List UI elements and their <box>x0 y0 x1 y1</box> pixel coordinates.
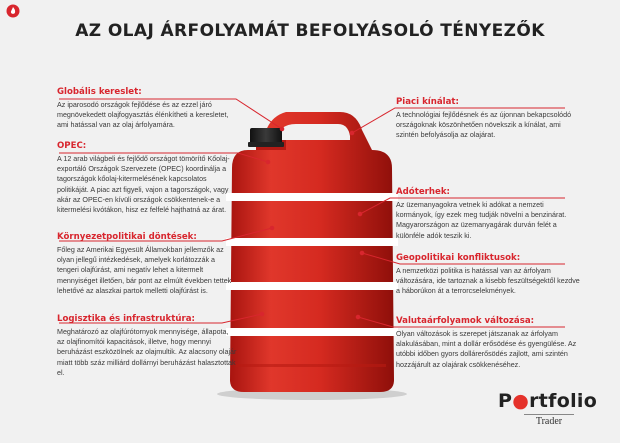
factor-body: Olyan változások is szerepet játszanak az árfolyam alakulásában, mint a dollár erősödése és gyengülése. Az utóbbi időben gyors dollárerősödés zajlott, ami szintén hozzájárult az olajárak csökkenéséhez. <box>396 330 577 369</box>
factor-market-supply <box>396 96 582 141</box>
page-title: AZ OLAJ ÁRFOLYAMÁT BEFOLYÁSOLÓ TÉNYEZŐK <box>75 21 545 41</box>
factor-taxes <box>396 186 582 241</box>
portfolio-logo-icon <box>488 390 598 430</box>
factor-body: Meghatározó az olajfúrótornyok mennyisége, állapota, az olajfinomítói kapacitások, illetve, hogy mennyi beruházást eszközölnek az olajmultik. Az alacsony olajár miatt több száz milliárd dollárnyi beruházást halasztottak el. <box>57 328 237 377</box>
factor-opec <box>57 140 237 215</box>
logo-subtitle: Trader <box>524 414 574 427</box>
factor-environmental-policy <box>57 231 237 296</box>
factor-body: A technológiai fejlődésnek és az újonnan bekapcsolódó országoknak köszönhetően növekszik a kínálat, ami szintén befolyásolja az olajárat. <box>396 111 572 140</box>
logo-name: P●rtfolio <box>498 390 598 412</box>
factor-heading: Adóterhek: <box>396 187 450 197</box>
factor-body: Főleg az Amerikai Egyesült Államokban jellemzők az olyan jellegű intézkedések, amelyek korlátozzák a tengeri olajfúrást, ami negatív lehet a kitermelt mennyiséget illetően, bár pont az elmúlt években tettek lehetővé az alaszkai partok melletti olajfúrást is. <box>57 246 232 295</box>
factor-heading: Logisztika és infrastruktúra: <box>57 314 195 324</box>
factor-global-demand <box>57 86 237 131</box>
factor-heading: Piaci kínálat: <box>396 97 459 107</box>
factor-heading: Valutaárfolyamok változása: <box>396 316 535 326</box>
factor-body: A nemzetközi politika is hatással van az árfolyam változására, ide tartoznak a kisebb feszültségektől kezdve a háborúkon át a terrorcselekmények. <box>396 267 580 296</box>
factor-currency-rates <box>396 315 582 370</box>
factor-body: A 12 arab világbeli és fejlődő országot tömörítő Kőolaj-exportáló Országok Szervezete (OPEC) koordinálja a tagországok kőolaj-kitermelésének kapcsolatos politikáját. A piac azt figyeli, vajon a tagországok, vagy akár az OPEC-en kívüli országok csökkentenek-e a kitermelési kvótákon, hisz ez felfelé hajthatná az árat. <box>57 155 230 215</box>
factor-heading: Globális kereslet: <box>57 87 142 97</box>
factor-heading: OPEC: <box>57 141 87 151</box>
factor-body: Az üzemanyagokra vetnek ki adókat a nemzeti kormányok, így ezek meg tudják növelni a benzinárat. Magyarországon az üzemanyagárak durván felét a különféle adók teszik ki. <box>396 201 567 240</box>
factor-heading: Geopolitikai konfliktusok: <box>396 253 521 263</box>
factor-logistics <box>57 313 237 378</box>
factor-body: Az iparosodó országok fejlődése és az ezzel járó megnövekedett olajfogyasztás élénkítheti a keresletet, ami hatással van az olaj árfolyamára. <box>57 101 229 130</box>
factor-heading: Környezetpolitikai döntések: <box>57 232 197 242</box>
factor-geopolitical-conflicts <box>396 252 582 297</box>
